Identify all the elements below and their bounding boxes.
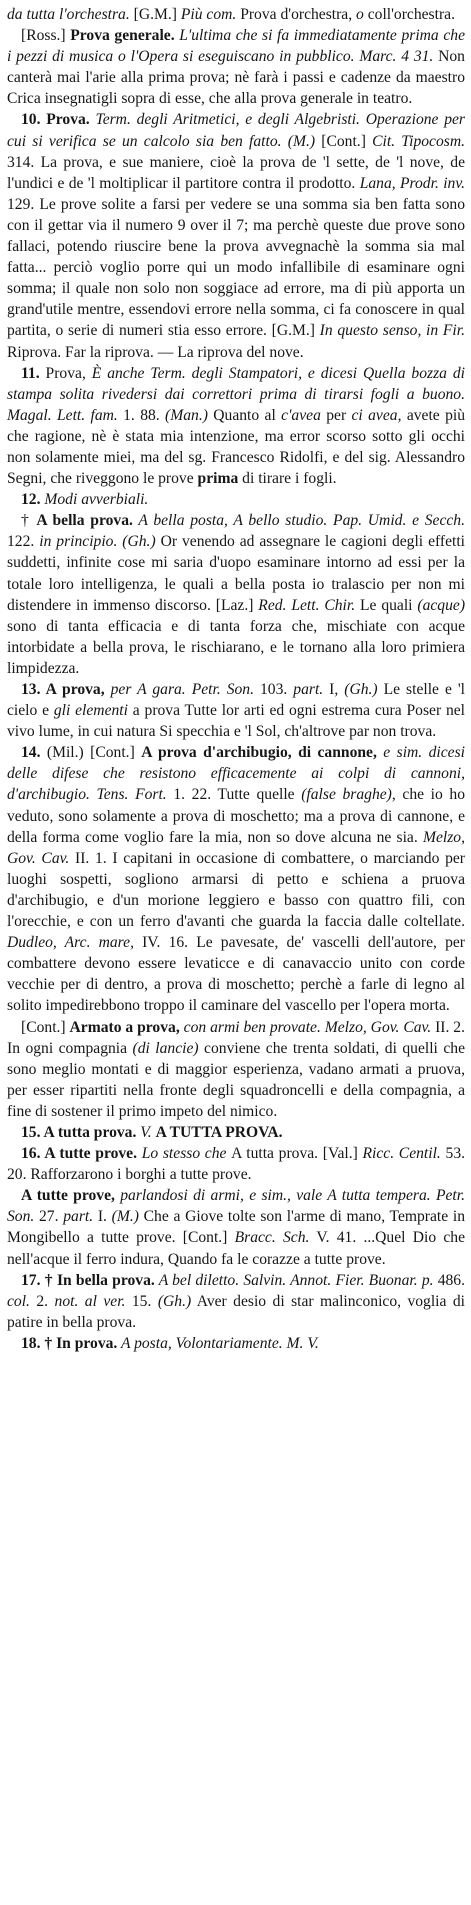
headword-run: Prova generale. [70,27,175,45]
entry-paragraph [7,510,465,679]
italic-run: Melzo, Gov. Cav. [7,828,465,867]
text-run: , avete più che ragione, nè è stata mia intenzione, ma error scorso sotto gli occhi non solamente miei, ma del sg. Francesco Ridolfi, e del sig. Alessandro Segni, che riveggono le prove [7,406,466,488]
text-run: A tutta prova. [231,1145,319,1163]
headword-run: prima [197,470,239,488]
text-run: I. [93,1208,112,1226]
text-run: Aver desio di star malinconico, voglia di patire in bella prova. [7,1292,465,1331]
entry-paragraph [7,1185,465,1269]
italic-run: Cit. Tipocosm. [372,132,465,150]
text-run: coll'orchestra. [363,6,455,23]
entry-paragraph [7,1143,465,1185]
text-run: conviene che trenta soldati, di quelli che sono meglio montati e di maggior esperienza, vadano armati a pruova, per esser ripartiti nella fronte degli squadroncelli e della compagnia, a fine di sostener il primo impeto del nimico. [7,1039,465,1120]
text-run: [Cont.] [21,1018,70,1036]
headword-run: 16. A tutte prove. [21,1145,138,1163]
italic-run: da tutta l'orchestra. [7,6,130,23]
text-run: , che io ho veduto, sono solamente a prova di moschetto; ma a prova di cannone, e della forma come voglio fare la mia, non so dove alcuna ne sia. [7,786,466,846]
italic-run: col. [7,1292,30,1310]
text-run: Riprova. Far la riprova. — La riprova del nove. [7,343,304,361]
italic-run: parlandosi di armi, e sim., vale A tutta tempera. Petr. Son. [7,1187,465,1226]
headword-run: 10. Prova. [21,111,90,129]
entry-paragraph [7,489,465,510]
text-run: II. 1. I capitani in occasione di combattere, o marciando per luoghi sospetti, sogliono armarsi di petto e schiena a pruova d'archibugio, e d'un morione leggiero e basso con quattro fili, con l'orecchie, e con un ferro d'avanti che guarda la faccia dalle coltellate. [7,849,466,931]
text-run: 15. [125,1292,158,1310]
italic-run: (Man.) [165,406,208,424]
headword-run: 14. [21,744,41,762]
headword-run: 18. † In prova. [21,1334,118,1352]
italic-run: Bracc. Sch. [234,1229,310,1247]
text-run: Che a Giove tolte son l'arme di mano, Temprate in Mongibello a tutte prove. [Cont.] [7,1208,466,1247]
entry-paragraph [7,109,465,362]
italic-run: part. [63,1208,94,1226]
italic-run: Dudleo, Arc. mare, [7,934,134,952]
text-run: di tirare i fogli. [238,470,337,488]
italic-run: c'avea [281,406,321,424]
entry-paragraph [7,1333,465,1354]
text-run: 27. [34,1208,64,1226]
italic-run: per A gara. Petr. Son. [104,681,254,698]
text-run: Le quali [355,596,418,614]
entry-paragraph [7,4,465,25]
entry-paragraph [7,742,465,1016]
text-run: Non canterà mai l'arie alla prima prova; nè farà i passi e cadenze da maestro Crica insegnatigli sopra di esse, che alla prova generale in teatro. [7,48,465,108]
text-run: [Cont.] [315,132,373,150]
entry-paragraph [7,679,465,742]
headword-run: A prova d'archibugio, di cannone, [141,744,377,762]
text-run: 486. [433,1271,466,1289]
italic-run: (false braghe) [301,786,392,804]
italic-run: ci avea [351,406,398,424]
italic-run: (acque) [417,596,466,614]
text-run: a prova Tutte lor arti ed ogni estrema cura Poser nel vivo lume, in cui natura Si specchia e 'l Sol, ch'altrove par non trova. [7,702,465,741]
text-run: per [320,406,352,424]
italic-run: A posta, Volontariamente. M. V. [117,1334,319,1352]
italic-run: (M.) [111,1208,139,1226]
italic-run: part. [293,681,324,698]
italic-run: e sim. dicesi delle difese che resistono efficacemente ai colpi di cannoni, d'archibugio. Tens. Fort. [7,744,465,804]
italic-run: gli elementi [53,702,128,720]
text-run: IV. 16. Le pavesate, de' vascelli dell'autore, per combattere devono essere levaticce e di canavaccio unito con corde vecchie per di dentro, a prova di moschetto; perchè a farle di legno al solito impedirebbono troppo il caminare del vascello per l'opera morta. [7,934,465,1015]
italic-run: Più com. [180,6,237,23]
text-run: † [21,512,37,530]
italic-run: V. [136,1123,156,1141]
text-run: sono di tanta efficacia e di tanta forza che, mischiate con acque intorbidate a bella prova, le rischiarano, e le tornano alla loro primiera limpidezza. [7,617,465,677]
headword-run: 17. † In bella prova. [21,1271,155,1289]
italic-run: Term. degli Aritmetici, e degli Algebristi. Operazione per cui si verifica se un calcolo sia ben fatto. (M.) [7,111,465,150]
italic-run: Ricc. Centil. [362,1145,441,1163]
italic-run: (di lancie) [132,1039,199,1057]
text-run: Le stelle e 'l cielo e [7,681,465,720]
headword-run: A TUTTA PROVA. [155,1123,283,1141]
text-run: 103. [254,681,294,698]
headword-run: Armato a prova, [69,1018,180,1036]
text-run: [G.M.] [129,6,181,23]
italic-run: (Gh.) [344,681,378,698]
text-run: II. 2. In ogni compagnia [7,1018,466,1057]
italic-run: Lana, Prodr. inv. [359,174,465,192]
italic-run: not. al ver. [54,1292,126,1310]
text-run: (Mil.) [Cont.] [40,744,142,762]
entry-paragraph [7,1270,465,1333]
text-run: Or venendo ad assegnare le cagioni degli effetti suddetti, infinite cose mi saria d'uopo esaminare intorno ad essi per la totale loro intelligenza, le quali a bella posta io tralascio per non mi distendere in immenso discorso. [Laz.] [7,533,466,614]
headword-run: 15. A tutta prova. [21,1123,137,1141]
text-run: 53. 20. Rafforzarono i borghi a tutte prove. [7,1145,466,1184]
entry-paragraph [7,25,465,109]
entry-paragraph [7,1122,465,1143]
text-run: Quanto al [207,406,282,424]
text-run: [Val.] [318,1145,363,1163]
italic-run: in principio. (Gh.) [39,533,156,551]
text-run: V. 41. ...Quel Dio che nell'acque il ferro indura, Quando fa le corazze a tutte prove. [7,1229,465,1268]
italic-run: o [356,6,364,23]
italic-run: A bel diletto. Salvin. Annot. Fier. Buonar. p. [154,1271,434,1289]
entry-paragraph [7,363,465,490]
italic-run: Red. Lett. Chir. [258,596,356,614]
italic-run: L'ultima che si fa immediatamente prima che i pezzi di musica o l'Opera si eseguiscano in pubblico. Marc. 4 31. [7,27,465,66]
italic-run: È anche Term. degli Stampatori, e dicesi Quella bozza di stampa solita rivedersi dai correttori prima di tirarsi fogli a buono. Magal. Lett. fam. [7,364,465,424]
text-run: 1. 88. [117,406,166,424]
headword-run: 12. [21,491,41,509]
text-run: Prova d'orchestra, [236,6,357,23]
dictionary-entry-prova [7,4,465,1354]
italic-run: In questo senso, in Fir. [319,322,466,340]
headword-run: 13. A prova, [21,681,105,698]
text-run: 129. Le prove solite a farsi per vedere se una somma sia ben fatta sono con il gettar via il numero 9 over il 7; ma perchè queste due prove sono fallaci, potendo riuscire bene la prova avvegnachè la somma sia mal fatta... perciò voglio porre qui un modo infallibile di esaminare ogni somma; il quale non solo non soggiace ad errore, ma di più apporta un grand'utile mentre, essendovi errore nella somma, ci fa conoscere in qual partita, o serie di numeri stia esso errore. [G.M.] [7,195,465,340]
headword-run: A bella prova. [36,512,133,530]
italic-run: con armi ben provate. Melzo, Gov. Cav. [179,1018,432,1036]
entry-paragraph [7,1017,465,1122]
text-run: 2. [29,1292,55,1310]
italic-run: Lo stesso che [137,1145,232,1163]
italic-run: (Gh.) [157,1292,192,1310]
headword-run: A tutte prove, [21,1187,115,1205]
text-run: 122. [7,533,40,551]
text-run: 314. La prova, e sue maniere, cioè la prova de 'l sette, de 'l nove, de l'undici e de 'l moltiplicar il partitore contra il prodotto. [7,153,465,192]
text-run: [Ross.] [21,27,71,45]
text-run: 1. 22. Tutte quelle [166,786,302,804]
text-run: I, [323,681,345,698]
italic-run: A bella posta, A bello studio. Pap. Umid. e Secch. [132,512,465,530]
text-run: Prova, [39,364,92,382]
headword-run: 11. [21,364,40,382]
italic-run: Modi avverbiali. [40,491,149,509]
